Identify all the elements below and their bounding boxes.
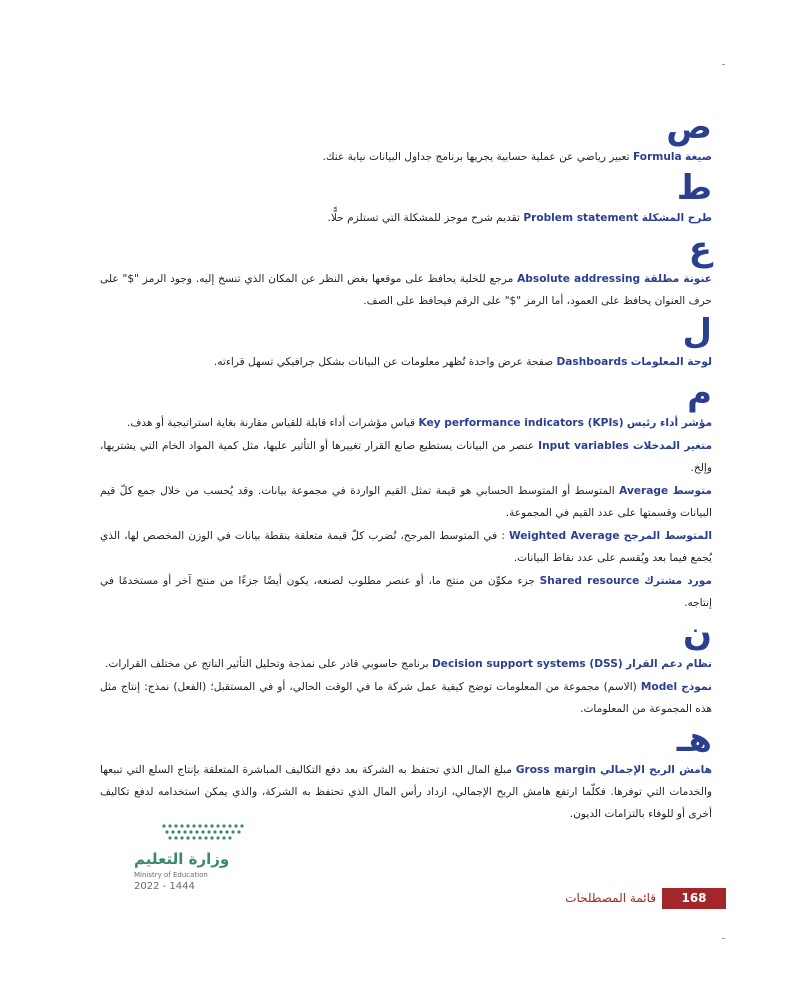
glossary-entry — [100, 676, 712, 720]
glossary-entry — [100, 146, 712, 168]
corner-mark — [722, 938, 725, 939]
glossary-entry — [100, 351, 712, 373]
glossary-term: متغير المدخلات — [632, 440, 713, 452]
glossary-term-english: Absolute addressing — [517, 273, 641, 285]
footer-title: قائمة المصطلحات — [565, 891, 656, 905]
glossary-term-english: Problem statement — [523, 212, 639, 224]
glossary-definition: : في المتوسط المرجح، تُضرب كلّ قيمة متعلقة بنقطة بيانات في الوزن المخصص لها، الذي يُجمع فيما بعد ويُقسم على عدد نقاط البيانات. — [100, 530, 712, 564]
section-letter: ل — [682, 312, 712, 352]
glossary-definition: قياس مؤشرات أداء قابلة للقياس مقارنة بغاية استراتيجية أو هدف. — [126, 417, 416, 429]
ministry-name-english: Ministry of Education — [134, 871, 208, 879]
glossary-term-english: Key performance indicators (KPIs) — [418, 417, 624, 429]
glossary-definition: صفحة عرض واحدة تُظهر معلومات عن البيانات بشكل جرافيكي تسهل قراءته. — [213, 356, 554, 368]
glossary-term: عنونة مطلقة — [644, 273, 713, 285]
section-letter: ص — [666, 107, 712, 147]
glossary-term: نظام دعم القرار — [626, 658, 712, 670]
glossary-definition: جزء مكوِّن من منتج ما، أو عنصر مطلوب لصنعه، يكون أيضًا جزءًا من منتج آخر أو مستخدمًا في إنتاجه. — [100, 575, 712, 609]
ministry-dots-icon — [154, 818, 254, 848]
glossary-definition: (الاسم) مجموعة من المعلومات توضح كيفية عمل شركة ما في الوقت الحالي، أو في المستقبل؛ (الفعل) نمذج: إنتاج مثل هذه المجموعة من المعلومات. — [100, 681, 712, 715]
glossary-term-english: Dashboards — [556, 356, 628, 368]
corner-mark — [722, 64, 725, 65]
glossary-definition: تقديم شرح موجز للمشكلة التي تستلزم حلًّا. — [327, 212, 520, 224]
glossary-term-english: Weighted Average — [508, 530, 620, 542]
glossary-term: مؤشر أداء رئيس — [626, 417, 712, 429]
glossary-entry — [100, 268, 712, 312]
glossary-definition: مبلغ المال الذي تحتفظ به الشركة بعد دفع التكاليف المباشرة المتعلقة بإنتاج السلع التي تبيعها والخدمات التي توفرها. فكلّما ارتفع هامش الربح الإجمالي، ازداد رأس المال الذي تحتفظ به الشركة، والذي يمكن استخدامه لدفع تكاليف أخرى أو للوفاء بالتزامات الديون. — [100, 764, 712, 820]
section-letter: ن — [682, 614, 712, 654]
glossary-definition: المتوسط أو المتوسط الحسابي هو قيمة تمثل القيم الواردة في مجموعة بيانات. وقد يُحسب من خلال جمع كلّ قيم البيانات وقسمتها على عدد القيم في المجموعة. — [100, 485, 712, 519]
ministry-name-arabic: وزارة التعليم — [134, 850, 230, 868]
glossary-entry — [100, 480, 712, 524]
glossary-term-english: Input variables — [538, 440, 629, 452]
glossary-term: هامش الربح الإجمالي — [599, 764, 713, 776]
glossary-entry — [100, 759, 712, 825]
glossary-definition: تعبير رياضي عن عملية حسابية يجريها برنامج جداول البيانات نيابة عنك. — [322, 151, 630, 163]
section-letter: ع — [688, 229, 712, 269]
glossary-term-english: Gross margin — [515, 764, 597, 776]
ministry-logo — [134, 818, 254, 898]
glossary-entry — [100, 525, 712, 569]
glossary-entry — [100, 653, 712, 675]
section-letter: م — [687, 373, 712, 413]
glossary-term: طرح المشكلة — [641, 212, 712, 224]
glossary-term-english: Shared resource — [539, 575, 640, 587]
glossary-term: مورد مشترك — [644, 575, 712, 587]
glossary-entry — [100, 412, 712, 434]
page-number: 168 — [662, 888, 726, 909]
glossary-term-english: Decision support systems (DSS) — [432, 658, 623, 670]
glossary-entry — [100, 435, 712, 479]
section-letter: ط — [676, 168, 712, 208]
glossary-term: نموذج — [681, 681, 712, 693]
glossary-entry — [100, 207, 712, 229]
page-footer — [560, 888, 726, 909]
glossary-definition: عنصر من البيانات يستطيع صانع القرار تغييرها أو التأثير عليها، مثل كمية المواد الخام التي يشتريها، وإلخ. — [100, 440, 712, 474]
glossary-term: صيغة — [685, 151, 712, 163]
ministry-year: 2022 - 1444 — [134, 881, 195, 892]
section-letter: هـ — [676, 720, 712, 760]
glossary-term: متوسط — [672, 485, 712, 497]
glossary-term: المتوسط المرجح — [623, 530, 712, 542]
glossary-term: لوحة المعلومات — [630, 356, 712, 368]
glossary-term-english: Formula — [632, 151, 682, 163]
glossary-definition: مرجع للخلية يحافظ على موقعها بغض النظر عن المكان الذي تنسخ إليه. وجود الرمز "$" على حرف العنوان يحافظ على العمود، أما الرمز "$" على الرقم فيحافظ على الصف. — [100, 273, 712, 307]
glossary-term-english: Average — [619, 485, 669, 497]
glossary-content — [100, 108, 712, 826]
glossary-term-english: Model — [640, 681, 678, 693]
glossary-definition: برنامج حاسوبي قادر على نمذجة وتحليل التأثير الناتج عن مختلف القرارات. — [105, 658, 429, 670]
glossary-entry — [100, 570, 712, 614]
